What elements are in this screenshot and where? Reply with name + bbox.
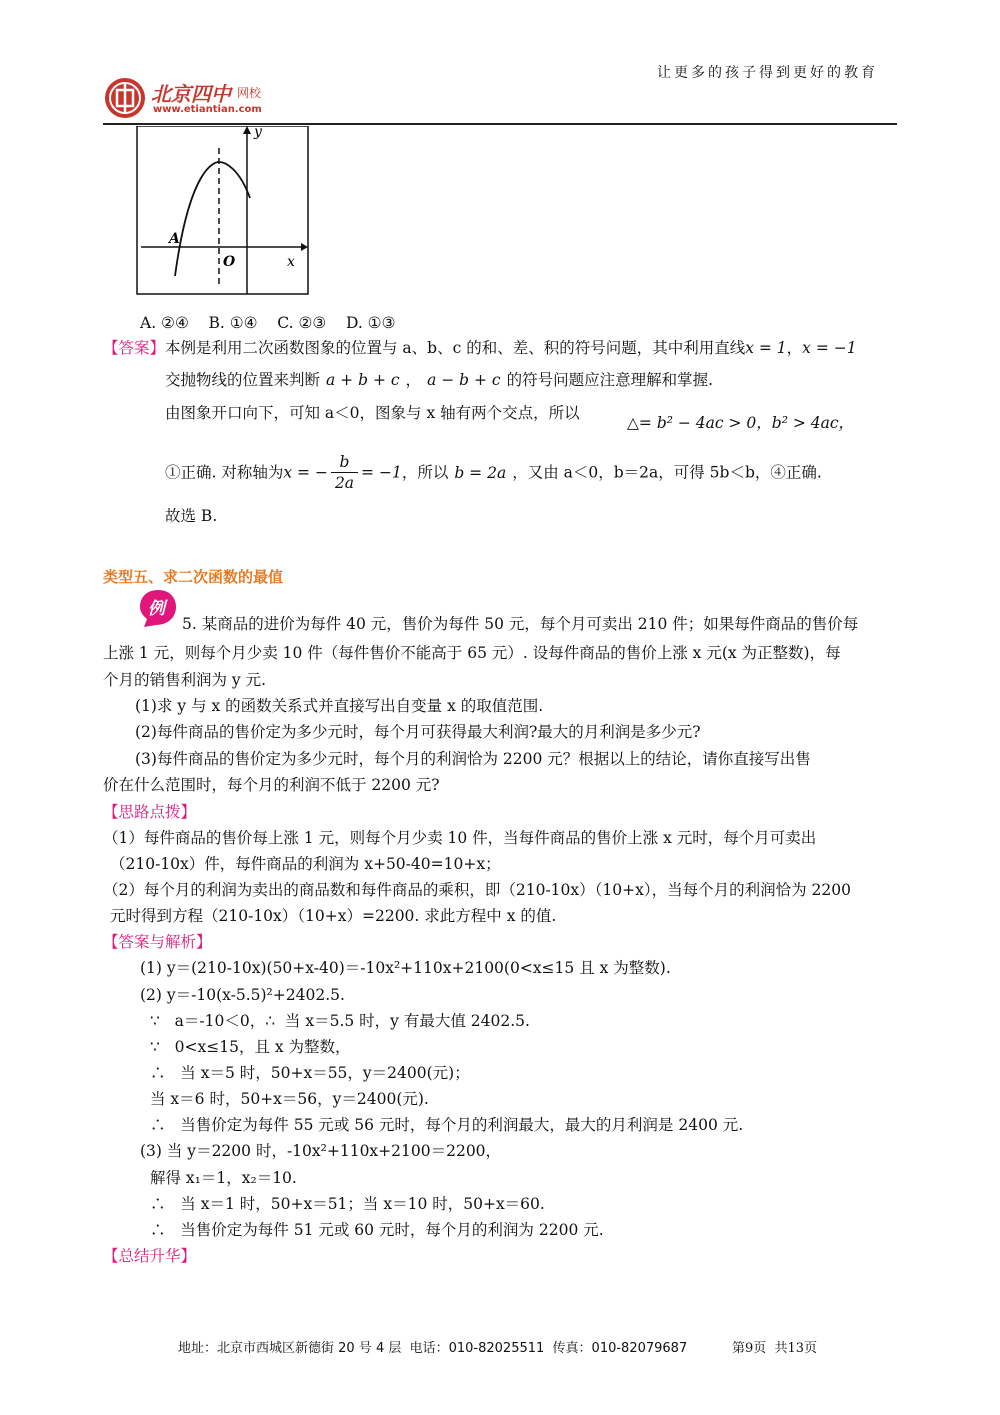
origin-label: O: [223, 254, 236, 270]
answer-line-1: 本例是利用二次函数图象的位置与 a、b、c 的和、差、积的符号问题，其中利用直线x = 1，x = −1: [165, 339, 857, 357]
page-number: 第9页 共13页: [732, 1341, 818, 1356]
solution-tag: 【答案与解析】: [103, 933, 212, 951]
footer-address: 地址：北京市西城区新德街 20 号 4 层 电话：010-82025511 传真：010-82079687: [178, 1341, 688, 1356]
logo-emblem-icon: [103, 76, 147, 120]
axis-fraction: $\frac{b}{2a}$: [331, 452, 358, 493]
hint-tag: 【思路点拨】: [103, 803, 197, 821]
header-slogan: 让更多的孩子得到更好的教育: [657, 65, 878, 81]
question-2: (2)每件商品的售价定为多少元时，每个月可获得最大利润?最大的月利润是多少元?: [135, 723, 701, 741]
example-badge-label: 例: [148, 599, 165, 619]
parabola-graph: [135, 126, 310, 296]
example-badge: [138, 588, 178, 628]
question-3: (3)每件商品的售价定为多少元时，每个月的利润恰为 2200 元？根据以上的结论，请你直接写出售: [135, 750, 811, 768]
logo-url: www.etiantian.com: [153, 104, 262, 115]
summary-tag: 【总结升华】: [103, 1247, 197, 1265]
answer-line-3: 由图象开口向下，可知 a＜0，图象与 x 轴有两个交点，所以: [165, 404, 580, 422]
discriminant-formula: △= b² − 4ac > 0，b² > 4ac，: [627, 414, 855, 432]
school-logo: [103, 76, 293, 120]
answer-line-4: ①正确. 对称轴为x = − $\frac{b}{2a}$ = −1，所以 b = 2a ，又由 a＜0，b＝2a，可得 5b＜b，④正确.: [165, 453, 822, 492]
header-divider: [103, 123, 897, 125]
question-1: (1)求 y 与 x 的函数关系式并直接写出自变量 x 的取值范围.: [135, 697, 544, 715]
y-axis-label: y: [254, 126, 262, 140]
logo-subtitle: 网校: [237, 86, 262, 100]
section-title: 类型五、求二次函数的最值: [103, 568, 284, 586]
answer-conclusion: 故选 B.: [165, 507, 218, 525]
answer-choices: A. ②④ B. ①④ C. ②③ D. ①③: [140, 314, 396, 332]
logo-name: 北京四中: [151, 82, 231, 106]
parabola-curve: [175, 162, 250, 276]
answer-line-2: 交抛物线的位置来判断 a + b + c ， a − b + c 的符号问题应注意理解和掌握.: [165, 371, 714, 389]
answer-tag: 【答案】: [103, 339, 166, 357]
x-axis-label: x: [287, 254, 295, 270]
point-a-label: A: [169, 231, 180, 247]
